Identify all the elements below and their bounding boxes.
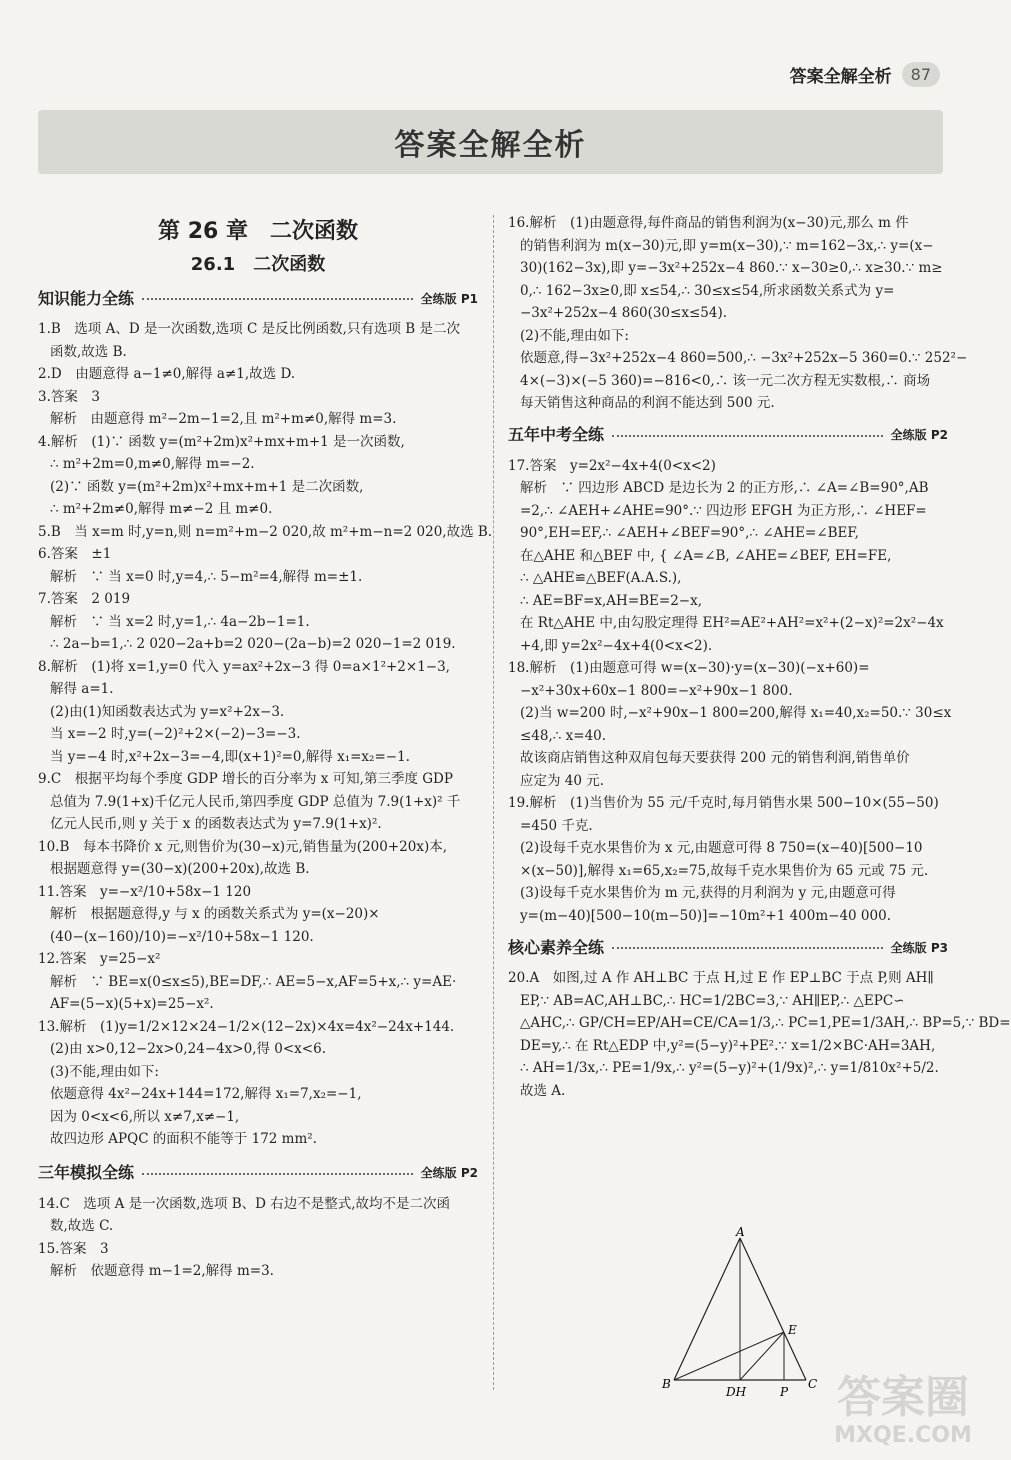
triangle-figure [660,1225,820,1410]
answer-line: 的销售利润为 m(x−30)元,即 y=m(x−30),∵ m=162−3x,∴ y=(x− [520,237,934,254]
section-3-title: 五年中考全练 [508,425,605,445]
answer-line: 13.解析 (1)y=1/2×12×24−1/2×(12−2x)×4x=4x²−24x+144. [38,1018,455,1035]
answer-line: 30)(162−3x),即 y=−3x²+252x−4 860.∵ x−30≥0,∴ x≥30.∵ m≥ [520,260,943,276]
section-2-title: 三年模拟全练 [38,1163,135,1183]
answer-line: 19.解析 (1)当售价为 55 元/千克时,每月销售水果 500−10×(55−50) [508,795,939,811]
answer-line: =450 千克. [520,817,593,834]
answer-line: △AHC,∴ GP/CH=EP/AH=CE/CA=1/3,∴ PC=1,PE=1/3AH,∴ BP=5,∵ BD= [520,1015,1011,1031]
answer-line: 解析 ∵ BE=x(0≤x≤5),BE=DF,∴ AE=5−x,AF=5+x,∴ y=AE· [50,973,457,990]
answer-line: 在△AHE 和△BEF 中, { ∠A=∠B, ∠AHE=∠BEF, EH=FE, [520,547,892,564]
answer-line: 故四边形 APQC 的面积不能等于 172 mm². [50,1131,317,1147]
answer-line: ∴ AE=BF=x,AH=BE=2−x, [520,592,703,609]
answer-line: 每天销售这种商品的利润不能达到 500 元. [520,395,775,411]
answer-line: ∴ m²+2m≠0,解得 m≠−2 且 m≠0. [50,501,273,517]
answer-line: 10.B 每本书降价 x 元,则售价为(30−x)元,销售量为(200+20x)本, [38,838,448,855]
answer-line: 20.A 如图,过 A 作 AH⊥BC 于点 H,过 E 作 EP⊥BC 于点 P,则 AH∥ [508,970,934,986]
answer-line: 故该商店销售这种双肩包每天要获得 200 元的销售利润,销售单价 [520,750,910,766]
header-label: 答案全解全析 [789,67,892,87]
answer-line: (2)∵ 函数 y=(m²+2m)x²+mx+m+1 是二次函数, [50,478,364,495]
answers-block-4 [508,455,952,928]
answer-line: 亿元人民币,则 y 关于 x 的函数表达式为 y=7.9(1+x)². [50,816,382,832]
section-header-4 [508,935,948,961]
answer-line: 5.B 当 x=m 时,y=n,则 n=m²+m−2 020,故 m²+m−n=2 020,故选 B. [38,523,493,540]
answer-line: 0,∴ 162−3x≥0,即 x≤54,∴ 30≤x≤54,所求函数关系式为 y= [520,282,895,299]
answer-line: ∴ AH=1/3x,∴ PE=1/9x,∴ y²=(5−y)²+(1/9x)²,∴ y=1/810x²+5/2. [520,1060,939,1076]
answer-line: (3)设每千克水果售价为 m 元,获得的月利润为 y 元,由题意可得 [520,885,896,901]
answer-line: 8.解析 (1)将 x=1,y=0 代入 y=ax²+2x−3 得 0=a×1²+2×1−3, [38,658,450,675]
answer-line: 14.C 选项 A 是一次函数,选项 B、D 右边不是整式,故均不是二次函 [38,1195,451,1212]
answer-line: (2)当 w=200 时,−x²+90x−1 800=200,解得 x₁=40,x₂=50.∵ 30≤x [520,705,952,721]
answer-line: 11.答案 y=−x²/10+58x−1 120 [38,883,252,900]
segment-de [740,1332,784,1380]
section-header-2 [38,1161,478,1187]
answer-line: (3)不能,理由如下: [50,1063,159,1080]
answer-line: 9.C 根据平均每个季度 GDP 增长的百分率为 x 可知,第三季度 GDP [38,771,453,787]
answer-line: 解析 根据题意得,y 与 x 的函数关系式为 y=(x−20)× [50,906,380,922]
answer-line: (40−(x−160)/10)=−x²/10+58x−1 120. [50,928,314,945]
answer-line: (2)不能,理由如下: [520,327,629,344]
section-4-title: 核心素养全练 [508,937,605,957]
answers-block-5 [508,967,1011,1102]
answer-line: 1.B 选项 A、D 是一次函数,选项 C 是反比例函数,只有选项 B 是二次 [38,321,460,337]
answer-line: 总值为 7.9(1+x)千亿元人民币,第四季度 GDP 总值为 7.9(1+x)² 千 [50,793,461,810]
answer-line: 根据题意得 y=(30−x)(200+20x),故选 B. [50,861,310,877]
answer-line: 应定为 40 元. [520,772,605,789]
answer-line: 解析 由题意得 m²−2m−1=2,且 m²+m≠0,解得 m=3. [50,411,397,427]
section-1-title: 知识能力全练 [38,288,135,308]
label-a: A [736,1225,745,1239]
answer-line: −3x²+252x−4 860(30≤x≤54). [520,305,727,321]
answer-line: (2)由 x>0,12−2x>0,24−4x>0,得 0<x<6. [50,1041,326,1057]
answer-line: −x²+30x+60x−1 800=−x²+90x−1 800. [520,682,793,699]
dotted-leader [612,435,883,437]
answer-line: 当 x=−2 时,y=(−2)²+2×(−2)−3=−3. [50,726,301,742]
edge-ab [674,1238,740,1380]
answers-block-2 [38,1193,478,1283]
answer-line: =2,∴ ∠AEH+∠AHE=90°.∵ 四边形 EFGH 为正方形,∴ ∠HEF= [520,502,927,519]
answer-line: 故选 A. [520,1082,566,1099]
answer-line: ∴ 2a−b=1,∴ 2 020−2a+b=2 020−(2a−b)=2 020−1=2 019. [50,636,456,652]
answer-line: EP,∵ AB=AC,AH⊥BC,∴ HC=1/2BC=3,∵ AH∥EP,∴ △EPC∽ [520,992,905,1009]
answer-line: 解析 依题意得 m−1=2,解得 m=3. [50,1263,274,1279]
answer-line: 因为 0<x<6,所以 x≠7,x≠−1, [50,1108,240,1125]
answer-line: (2)设每千克水果售价为 x 元,由题意可得 8 750=(x−40)[500−10 [520,840,923,856]
label-c: C [808,1377,818,1391]
answer-line: 16.解析 (1)由题意得,每件商品的销售利润为(x−30)元,那么 m 件 [508,215,909,231]
answer-line: ×(x−50)],解得 x₁=65,x₂=75,故每千克水果售价为 65 元或 75 元. [520,862,929,879]
section-3-ref: 全练版 P2 [890,428,948,443]
chapter-title: 第 26 章 二次函数 [158,219,358,244]
label-e: E [788,1323,797,1337]
answer-line: 15.答案 3 [38,1240,109,1257]
label-dh: DH [726,1385,747,1399]
answer-line: 90°,EH=EF,∴ ∠AEH+∠BEF=90°,∴ ∠AHE=∠BEF, [520,525,859,541]
answer-line: 4×(−3)×(−5 360)=−816<0,∴ 该一元二次方程无实数根,∴ 商场 [520,372,931,389]
answer-line: 6.答案 ±1 [38,546,112,562]
answer-line: 解析 ∵ 当 x=2 时,y=1,∴ 4a−2b−1=1. [50,613,310,630]
answer-line: 17.答案 y=2x²−4x+4(0<x<2) [508,457,716,474]
watermark [818,1372,988,1452]
dotted-leader [142,298,413,300]
answer-line: 7.答案 2 019 [38,591,131,607]
answer-line: 依题意得 4x²−24x+144=172,解得 x₁=7,x₂=−1, [50,1086,362,1102]
answer-line: (2)由(1)知函数表达式为 y=x²+2x−3. [50,703,285,720]
label-p: P [780,1385,789,1399]
answer-line: ≤48,∴ x=40. [520,727,607,744]
watermark-url: MXQE.COM [834,1423,972,1448]
segment-be [674,1332,784,1380]
column-divider [493,215,494,1390]
section-1-ref: 全练版 P1 [420,291,478,306]
answer-line: 在 Rt△AHE 中,由勾股定理得 EH²=AE²+AH²=x²+(2−x)²=2x²−4x [520,615,944,631]
section-header-1 [38,286,478,312]
right-column [508,212,1011,1102]
label-b: B [662,1377,671,1391]
answers-block-3 [508,212,968,415]
answer-line: 依题意,得−3x²+252x−4 860=500,∴ −3x²+252x−5 360=0.∵ 252²− [520,350,968,366]
title-banner [38,110,943,174]
left-column [38,212,493,1283]
answer-line: 3.答案 3 [38,388,100,405]
answer-line: 2.D 由题意得 a−1≠0,解得 a≠1,故选 D. [38,366,296,382]
answer-line: 解析 ∵ 当 x=0 时,y=4,∴ 5−m²=4,解得 m=±1. [50,568,363,585]
section-4-ref: 全练版 P3 [890,940,948,955]
answer-line: AF=(5−x)(5+x)=25−x². [50,996,214,1012]
edge-ac [740,1238,806,1380]
answer-line: 解得 a=1. [50,681,114,697]
page-header [790,62,940,87]
answer-line: y=(m−40)[500−10(m−50)]=−10m²+1 400m−40 000. [520,907,891,924]
answer-line: ∴ m²+2m=0,m≠0,解得 m=−2. [50,456,255,472]
answer-line: +4,即 y=2x²−4x+4(0<x<2). [520,637,713,654]
watermark-logo: 答案圈 [837,1372,969,1423]
page-number: 87 [902,62,940,87]
answer-line: ∴ △AHE≌△BEF(A.A.S.), [520,570,682,586]
answer-line: 4.解析 (1)∵ 函数 y=(m²+2m)x²+mx+m+1 是一次函数, [38,433,405,450]
answer-line: 18.解析 (1)由题意可得 w=(x−30)·y=(x−30)(−x+60)= [508,660,870,676]
answer-line: DE=y,∴ 在 Rt△EDP 中,y²=(5−y)²+PE².∵ x=1/2×BC·AH=3AH, [520,1037,936,1054]
answer-line: 12.答案 y=25−x² [38,951,161,967]
answer-line: 解析 ∵ 四边形 ABCD 是边长为 2 的正方形,∴ ∠A=∠B=90°,AB [520,480,929,496]
section-2-ref: 全练版 P2 [420,1166,478,1181]
banner-title: 答案全解全析 [394,128,587,163]
dotted-leader [612,947,883,949]
answers-block-1 [38,318,493,1151]
answer-line: 数,故选 C. [50,1218,114,1234]
answer-line: 函数,故选 B. [50,343,127,360]
answer-line: 当 y=−4 时,x²+2x−3=−4,即(x+1)²=0,解得 x₁=x₂=−1. [50,748,410,765]
section-title: 26.1 二次函数 [190,254,326,275]
section-header-3 [508,423,948,449]
dotted-leader [142,1173,413,1175]
